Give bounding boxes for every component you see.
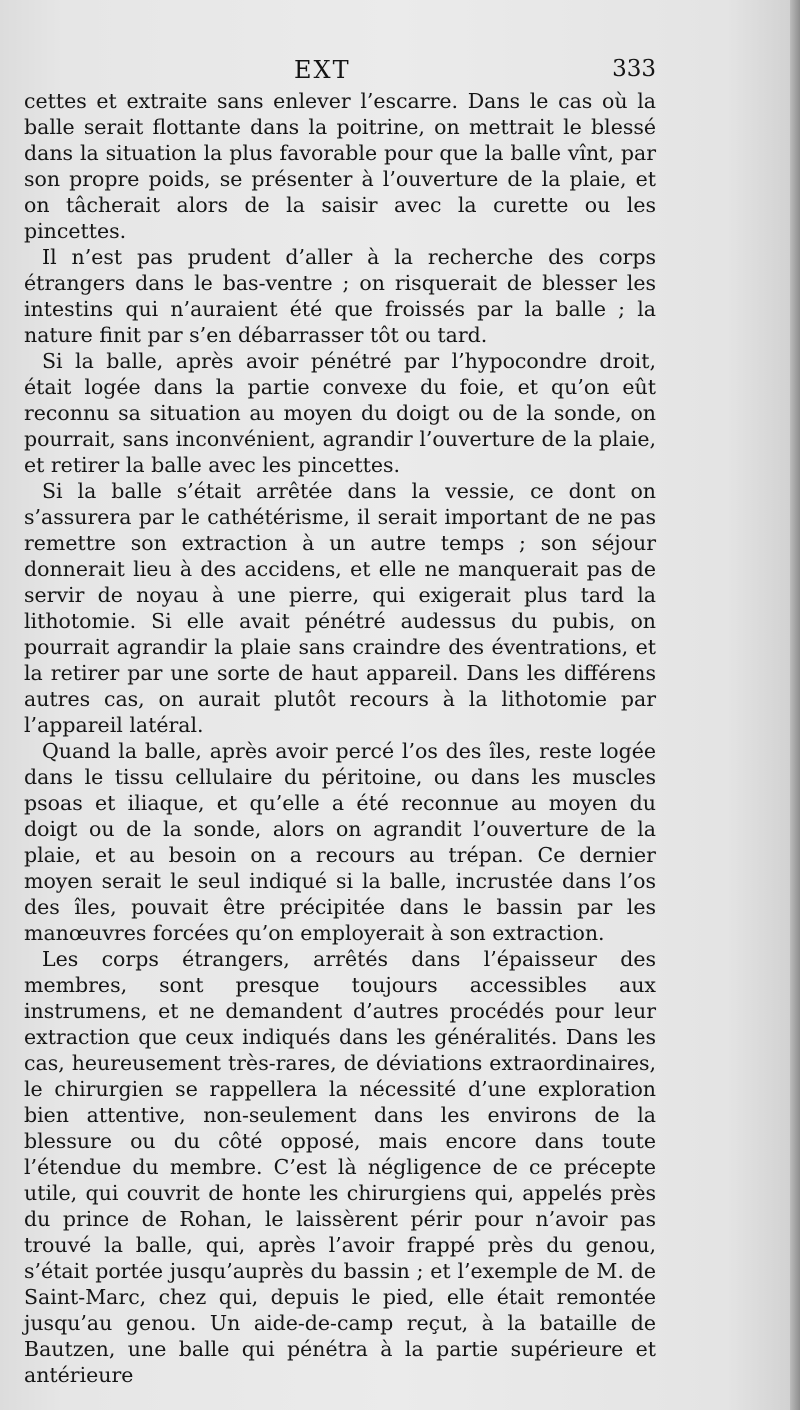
paragraph: Les corps étrangers, arrêtés dans l’épaisseur des membres, sont presque toujours accessibles aux instrumens, et ne demandent d’autres procédés pour leur extraction que ceux indiqués dans les généralités. Dans les cas, heureusement très-rares, de déviations extraordinaires, le chirurgien se rappellera la nécessité d’une exploration bien attentive, non-seulement dans les environs de la blessure ou du côté opposé, mais encore dans toute l’étendue du membre. C’est là négligence de ce précepte utile, qui couvrit de honte les chirurgiens qui, appelés près du prince de Rohan, le laissèrent périr pour n’avoir pas trouvé la balle, qui, après l’avoir frappé près du genou, s’était portée jusqu’auprès du bassin ; et l’exemple de M. de Saint-Marc, chez qui, depuis le pied, elle était remontée jusqu’au genou. Un aide-de-camp reçut, à la bataille de Bautzen, une balle qui pénétra à la partie supérieure et antérieure [24,947,656,1387]
paragraph: Quand la balle, après avoir percé l’os des îles, reste logée dans le tissu cellulaire du péritoine, ou dans les muscles psoas et iliaque, et qu’elle a été reconnue au moyen du doigt ou de la sonde, alors on agrandit l’ouverture de la plaie, et au besoin on a recours au trépan. Ce dernier moyen serait le seul indiqué si la balle, incrustée dans l’os des îles, pouvait être précipitée dans le bassin par les manœuvres forcées qu’on employerait à son extraction. [24,739,656,945]
paragraph: Si la balle, après avoir pénétré par l’hypocondre droit, était logée dans la partie convexe du foie, et qu’on eût reconnu sa situation au moyen du doigt ou de la sonde, on pourrait, sans inconvénient, agrandir l’ouverture de la plaie, et retirer la balle avec les pincettes. [24,349,656,477]
paragraph: cettes et extraite sans enlever l’escarre. Dans le cas où la balle serait flottante dans la poitrine, on mettrait le blessé dans la situation la plus favorable pour que la balle vînt, par son propre poids, se présenter à l’ouverture de la plaie, et on tâcherait alors de la saisir avec la curette ou les pincettes. [24,89,656,243]
body-text [24,88,656,1388]
running-head: EXT [294,56,351,84]
page-header [20,56,660,92]
paragraph: Il n’est pas prudent d’aller à la recherche des corps étrangers dans le bas-ventre ; on risquerait de blesser les intestins qui n’auraient été que froissés par la balle ; la nature finit par s’en débarrasser tôt ou tard. [24,245,656,347]
page-edge-shadow [790,0,800,1410]
paragraph: Si la balle s’était arrêtée dans la vessie, ce dont on s’assurera par le cathétérisme, il serait important de ne pas remettre son extraction à un autre temps ; son séjour donnerait lieu à des accidens, et elle ne manquerait pas de servir de noyau à une pierre, qui exigerait plus tard la lithotomie. Si elle avait pénétré audessus du pubis, on pourrait agrandir la plaie sans craindre des éventrations, et la retirer par une sorte de haut appareil. Dans les différens autres cas, on aurait plutôt recours à la lithotomie par l’appareil latéral. [24,479,656,737]
page-number: 333 [612,56,656,82]
